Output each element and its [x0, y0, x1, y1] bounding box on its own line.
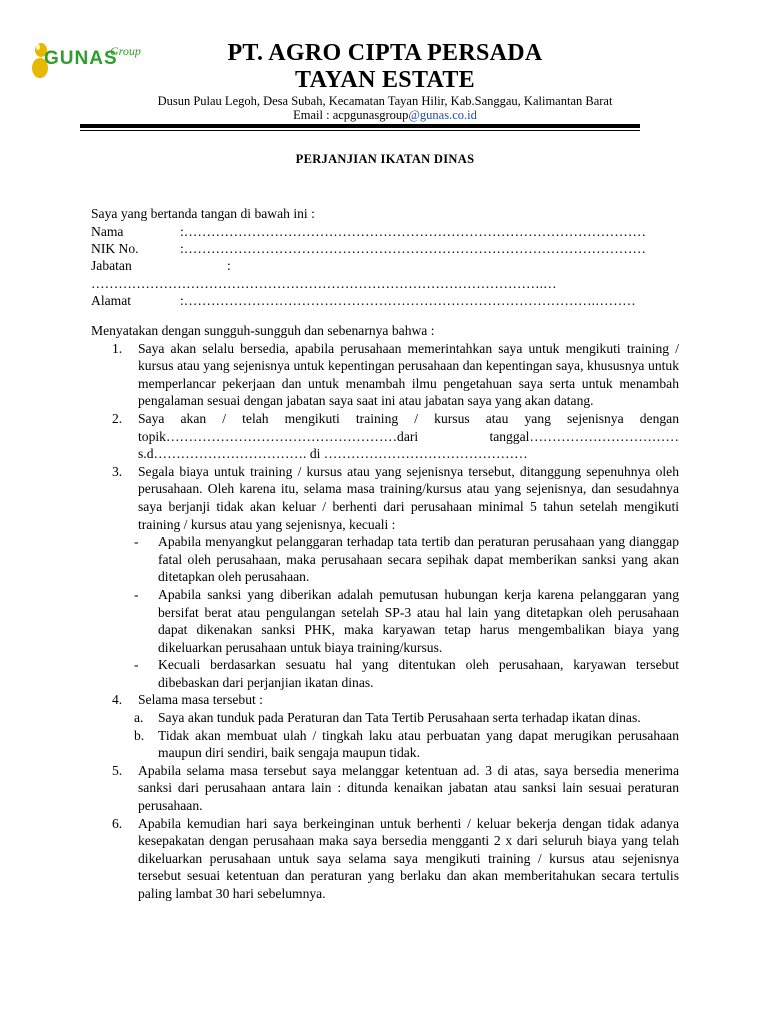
field-nama-blank: :………………………………………………………………………………………… — [180, 224, 646, 239]
sub-item-text: Apabila sanksi yang diberikan adalah pemutusan hubungan kerja karena pelanggaran yang bersifat berat atau pengulangan setelah SP-3 atau hal lain yang ditetapkan oleh perusahaan dapat dikenakan sanksi PHK, maka karyawan tetap harus mengembalikan biaya yang dikeluarkan perusahaan untuk biaya training/kursus. — [158, 586, 679, 655]
letterhead-rule-thin — [80, 130, 640, 131]
item-text: Apabila selama masa tersebut saya melanggar ketentuan ad. 3 di atas, saya bersedia menerima sanksi dari perusahaan antara lain : ditunda kenaikan jabatan atau sanksi lain sesuai peraturan perusahaan. — [138, 762, 679, 814]
item-number: 6. — [112, 815, 123, 831]
company-name: PT. AGRO CIPTA PERSADA — [227, 40, 543, 66]
list-item-4 — [91, 691, 679, 709]
sub-item — [91, 586, 679, 656]
field-label-alamat: Alamat — [91, 293, 132, 308]
item-number: 5. — [112, 762, 123, 778]
sub-item — [91, 709, 679, 727]
sub-item-text: Saya akan tunduk pada Peraturan dan Tata Tertib Perusahaan serta terhadap ikatan dinas. — [158, 710, 641, 726]
sub-item-text: Kecuali berdasarkan sesuatu hal yang ditentukan oleh perusahaan, karyawan tersebut dibebaskan dari perjanjian ikatan dinas. — [158, 657, 679, 690]
item-number: 3. — [112, 463, 123, 479]
logo-brand: GUNAS — [44, 48, 118, 69]
field-nik-blank: :………………………………………………………………………………………… — [180, 241, 646, 256]
field-label-jabatan: Jabatan — [91, 258, 132, 273]
list-item-2 — [91, 410, 679, 463]
sub-item-mark: - — [134, 534, 139, 550]
document-title: PERJANJIAN IKATAN DINAS — [295, 152, 475, 166]
intro-text: Saya yang bertanda tangan di bawah ini : — [91, 206, 315, 221]
sub-item-mark: b. — [134, 727, 145, 743]
sub-item — [91, 656, 679, 691]
sub-item — [91, 727, 679, 762]
item-number: 1. — [112, 340, 123, 356]
item-text: Saya akan selalu bersedia, apabila perusahaan memerintahkan saya untuk mengikuti training / kursus atau yang sejenisnya untuk kepentingan perusahaan dan kepentingan saya, khususnya untuk memperlancar pekerjaan dan untuk menambah ilmu pengetahuan saya serta untuk menambah pengalaman sesuai dengan jabatan saya saat ini atau jabatan saya yang akan datang. — [138, 340, 679, 409]
email-prefix: Email : acpgunasgroup — [293, 108, 409, 122]
item-number: 2. — [112, 410, 123, 426]
sub-item-mark: a. — [134, 710, 144, 726]
list-item-3 — [91, 463, 679, 533]
list-item-5 — [91, 762, 679, 815]
item-number: 4. — [112, 692, 123, 708]
list-item-6 — [91, 815, 679, 903]
sub-item-text: Apabila menyangkut pelanggaran terhadap tata tertib dan peraturan perusahaan yang dianggap fatal oleh perusahaan, maka perusahaan secara sepihak dapat memberikan sanksi yang akan ditetapkan oleh perusahaan. — [158, 534, 679, 585]
logo-suffix: Group — [110, 44, 141, 58]
sub-item-mark: - — [134, 657, 139, 673]
field-label-nik: NIK No. — [91, 241, 139, 256]
statement-text: Menyatakan dengan sungguh-sungguh dan sebenarnya bahwa : — [91, 323, 435, 338]
item-topic-date-blank: topik……………………………………………dari tanggal…………………………… — [138, 428, 679, 444]
sub-item-text: Tidak akan membuat ulah / tingkah laku atau perbuatan yang dapat merugikan perusahaan maupun diri sendiri, baik sengaja maupun tidak. — [158, 727, 679, 761]
item-text: Selama masa tersebut : — [138, 692, 263, 708]
agreement-body — [91, 322, 679, 903]
letterhead-rule-thick — [80, 124, 640, 128]
field-jabatan-colon: : — [227, 258, 231, 273]
field-jabatan-blank: ……………………………………………………………………………………….… — [91, 276, 557, 291]
item-text: Segala biaya untuk training / kursus atau yang sejenisnya tersebut, ditanggung sepenuhnya oleh perusahaan. Oleh karena itu, selama masa training/kursus atau yang sejenisnya, dan sesudahnya saya berjanji tidak akan keluar / berhenti dari perusahaan minimal 5 tahun setelah mengikuti training / kursus atau yang sejenisnya, kecuali : — [138, 463, 679, 532]
email-domain-link[interactable]: @gunas.co.id — [408, 108, 477, 122]
list-item-1 — [91, 340, 679, 410]
company-address: Dusun Pulau Legoh, Desa Subah, Kecamatan Tayan Hilir, Kab.Sanggau, Kalimantan Barat — [157, 94, 613, 108]
item-text: Apabila kemudian hari saya berkeinginan untuk berhenti / keluar bekerja dengan tidak adanya kesepakatan dengan perusahaan maka saya bersedia mengganti 2 x dari seluruh biaya yang telah dikeluarkan perusahaan untuk saya selama saya mengikuti training / kursus atau sejenisnya tersebut sesuai ketentuan dan peraturan yang berlaku dan akan memberitahukan secara tertulis paling lambat 30 hari sebelumnya. — [138, 815, 679, 901]
company-email — [90, 108, 680, 122]
item-until-place-blank: s.d……………………………. di ……………………………………… — [138, 446, 528, 462]
sub-item — [91, 533, 679, 586]
sub-item-mark: - — [134, 586, 139, 602]
item-text-line-1: Saya akan / telah mengikuti training / kursus atau yang sejenisnya dengan — [138, 410, 679, 426]
field-alamat-blank: :……………………………………………………………………………….……… — [180, 293, 636, 308]
estate-name: TAYAN ESTATE — [295, 67, 475, 93]
field-label-nama: Nama — [91, 224, 124, 239]
